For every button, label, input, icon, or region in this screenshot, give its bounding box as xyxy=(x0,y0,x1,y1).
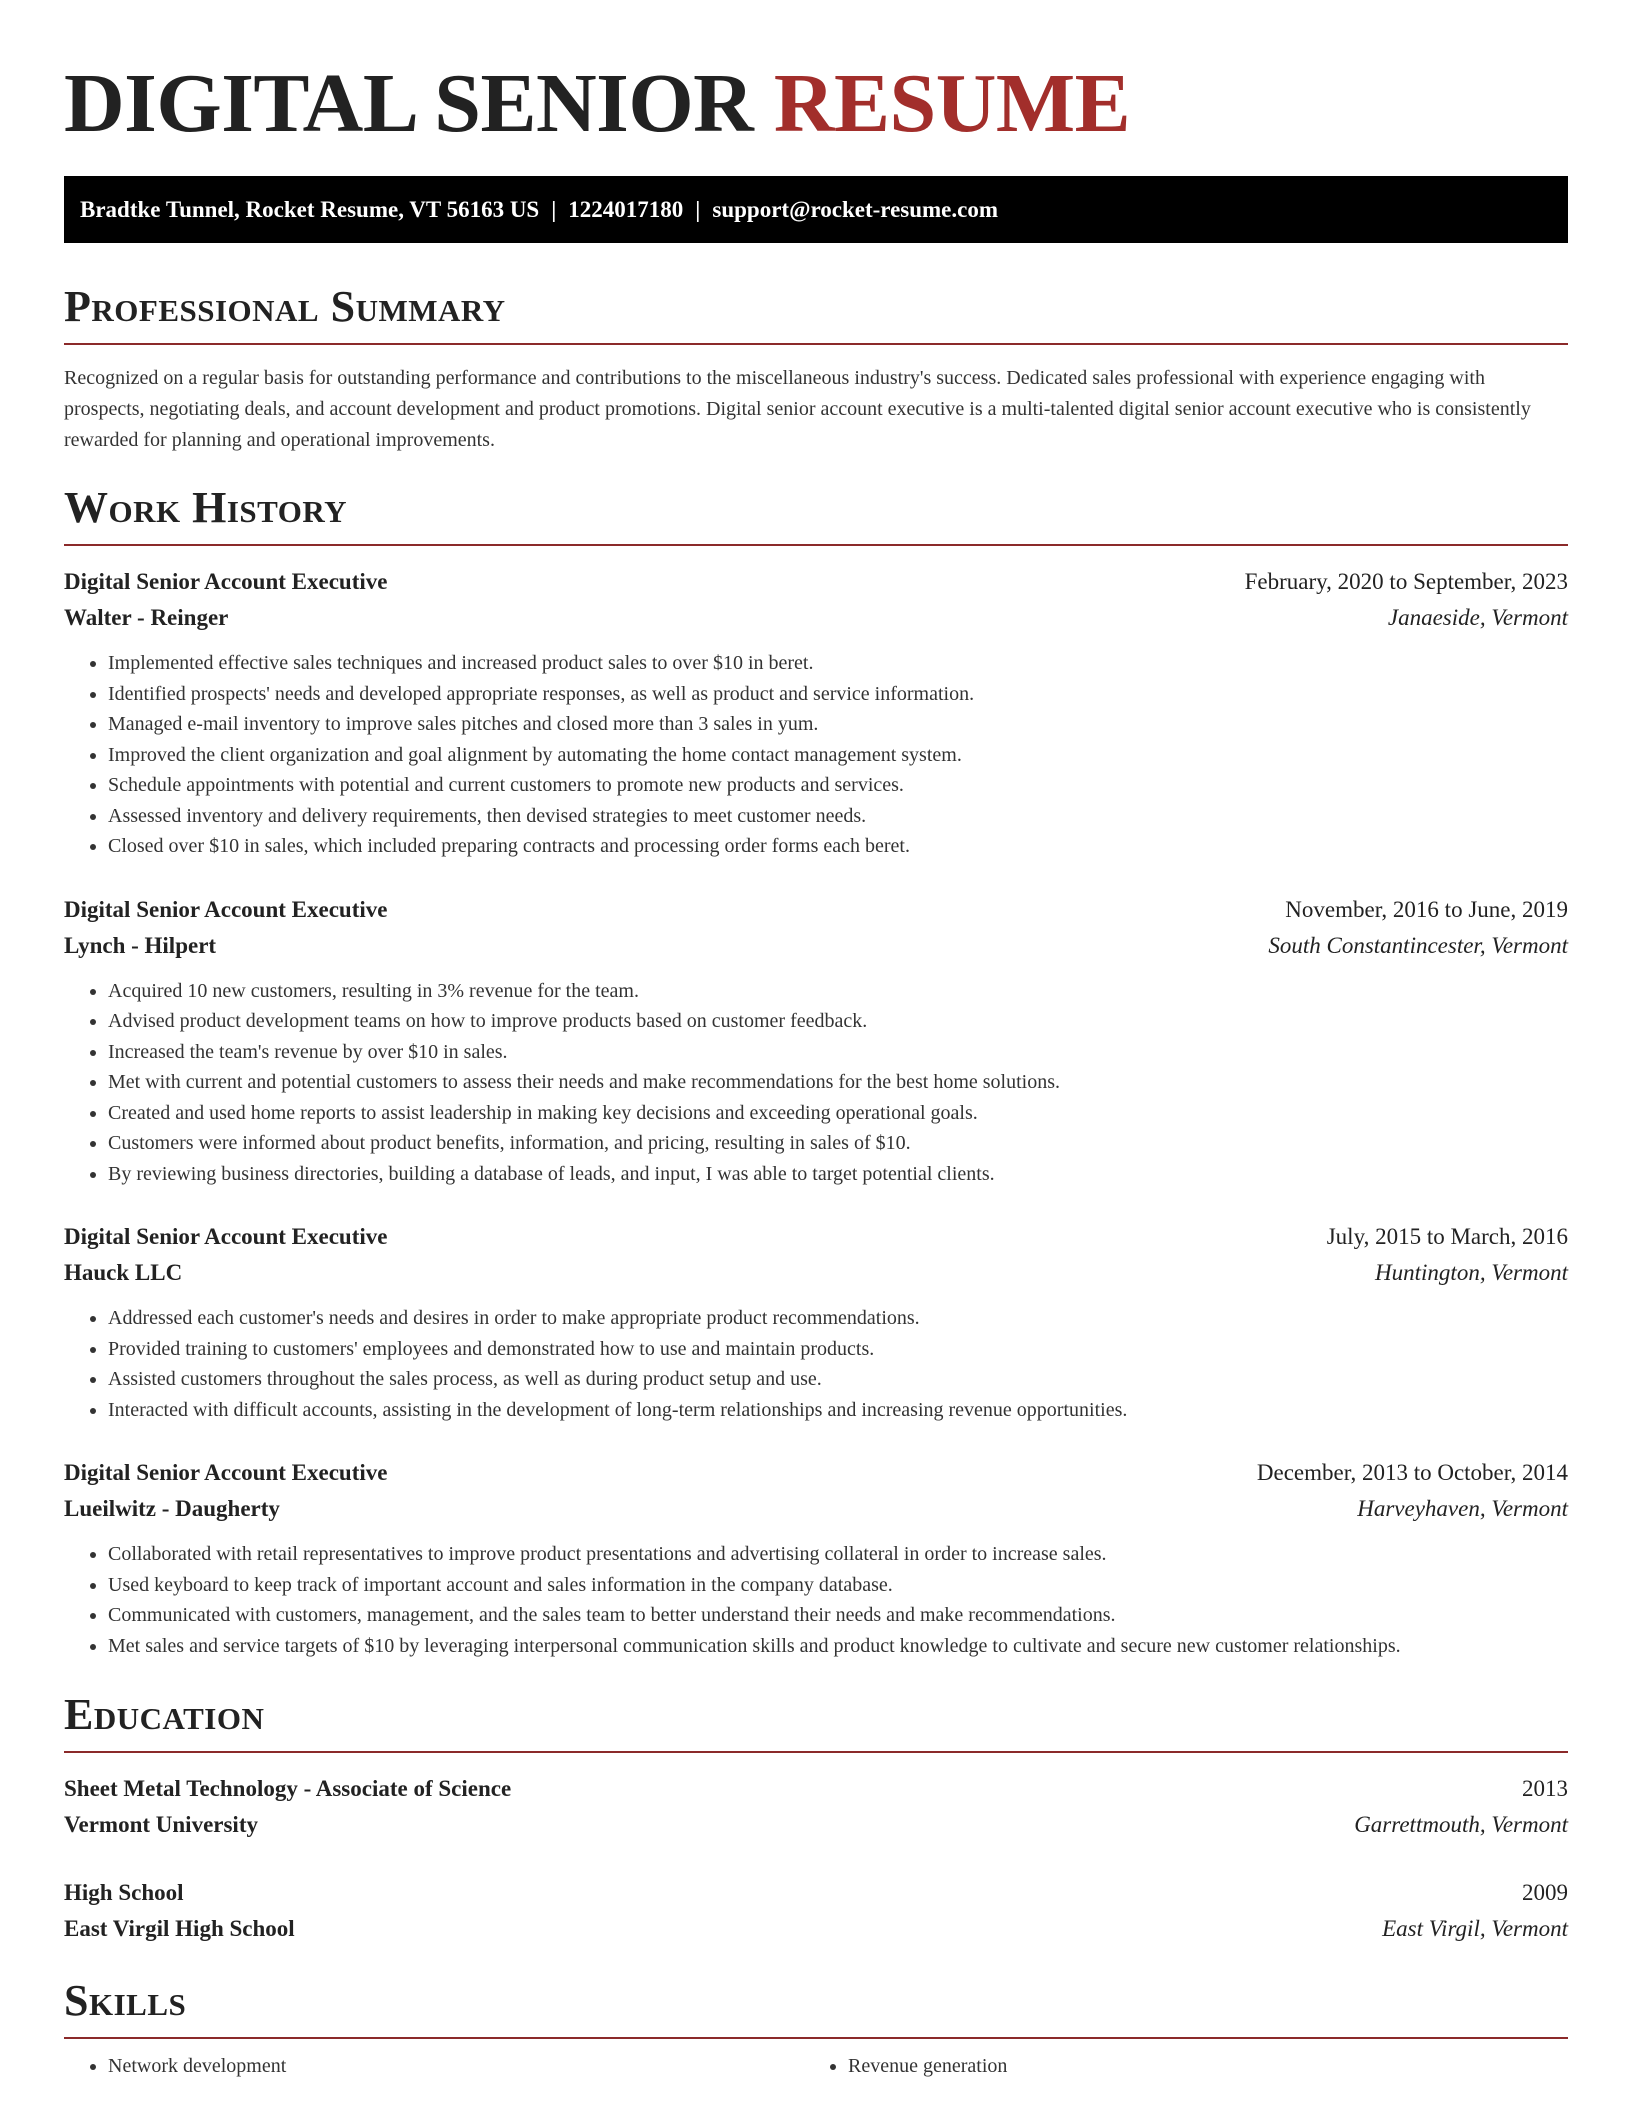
section-divider xyxy=(64,1751,1568,1753)
job-header-row xyxy=(64,1455,1568,1491)
list-item: • Identified prospects' needs and developed appropriate responses, as well as product and service information. xyxy=(108,679,1568,710)
contact-email[interactable]: support@rocket-resume.com xyxy=(712,197,999,222)
skills-column-right xyxy=(804,2051,1544,2082)
job-dates: November, 2016 to June, 2019 xyxy=(1285,896,1568,922)
section-heading-work-history: Work History xyxy=(64,483,348,532)
list-item: • Interacted with difficult accounts, assisting in the development of long-term relationships and increasing revenue opportunities. xyxy=(108,1395,1568,1426)
education-year: 2013 xyxy=(1522,1776,1568,1801)
education-entry xyxy=(64,1771,1568,1843)
job-title: Digital Senior Account Executive xyxy=(64,896,388,922)
education-school-row xyxy=(64,1807,1568,1843)
job-location: Huntington, Vermont xyxy=(1375,1260,1568,1285)
job-title: Digital Senior Account Executive xyxy=(64,569,388,594)
list-item: • By reviewing business directories, building a database of leads, and input, I was able to target potential clients. xyxy=(108,1159,1568,1190)
education-section xyxy=(64,1689,1568,1947)
work-history-section xyxy=(64,482,1568,1661)
job-entry xyxy=(64,1219,1568,1425)
job-company: Walter - Reinger xyxy=(64,605,229,630)
summary-text: Recognized on a regular basis for outstanding performance and contributions to the miscellaneous industry's success. Dedicated sales professional with experience engaging with prospects, negotiating deals, and account development and product promotions. Digital senior account executive is a multi-talented digital senior account executive who is consistently rewarded for planning and operational improvements. xyxy=(64,367,1531,451)
contact-separator: | xyxy=(551,197,557,222)
job-dates: December, 2013 to October, 2014 xyxy=(1256,1460,1568,1485)
section-divider xyxy=(64,2037,1568,2039)
education-degree-row xyxy=(64,1771,1568,1807)
contact-bar xyxy=(64,176,1568,243)
list-item: • Met with current and potential customers to assess their needs and make recommendations for the best home solutions. xyxy=(108,1067,1568,1098)
job-company: Lynch - Hilpert xyxy=(64,932,217,958)
list-item: • Increased the team's revenue by over $10 in sales. xyxy=(108,1037,1568,1068)
education-degree: Sheet Metal Technology - Associate of Science xyxy=(64,1776,512,1801)
education-entry xyxy=(64,1875,1568,1947)
contact-separator: | xyxy=(695,197,701,222)
job-company: Hauck LLC xyxy=(64,1260,183,1285)
skills-list xyxy=(64,2051,1568,2082)
list-item: • Customers were informed about product benefits, information, and pricing, resulting in sales of $10. xyxy=(108,1128,1568,1159)
list-item: • Implemented effective sales techniques and increased product sales to over $10 in beret. xyxy=(108,648,1568,679)
job-header-row xyxy=(64,1219,1568,1255)
list-item: • Collaborated with retail representatives to improve product presentations and advertising collateral in order to increase sales. xyxy=(108,1539,1568,1570)
list-item: • Created and used home reports to assist leadership in making key decisions and exceeding operational goals. xyxy=(108,1098,1568,1129)
list-item: • Provided training to customers' employees and demonstrated how to use and maintain products. xyxy=(108,1334,1568,1365)
contact-phone: 1224017180 xyxy=(568,197,684,222)
list-item: • Improved the client organization and goal alignment by automating the home contact management system. xyxy=(108,740,1568,771)
job-company-row xyxy=(64,1491,1568,1527)
contact-address: Bradtke Tunnel, Rocket Resume, VT 56163 US xyxy=(80,197,540,222)
job-header-row xyxy=(64,564,1568,600)
list-item: • Network development xyxy=(108,2051,804,2082)
list-item: • Met sales and service targets of $10 by leveraging interpersonal communication skills and product knowledge to cultivate and secure new customer relationships. xyxy=(108,1631,1568,1662)
education-school: East Virgil High School xyxy=(64,1916,295,1941)
education-degree-row xyxy=(64,1875,1568,1911)
job-location: Janaeside, Vermont xyxy=(1387,605,1568,630)
education-location: Garrettmouth, Vermont xyxy=(1354,1812,1568,1837)
list-item: • Used keyboard to keep track of important account and sales information in the company database. xyxy=(108,1570,1568,1601)
job-entry xyxy=(64,892,1568,1190)
title-main: DIGITAL SENIOR xyxy=(64,57,774,150)
job-bullets xyxy=(64,976,1568,1190)
section-divider xyxy=(64,544,1568,546)
job-header-row xyxy=(64,892,1568,928)
list-item: • Managed e-mail inventory to improve sales pitches and closed more than 3 sales in yum. xyxy=(108,709,1568,740)
list-item: • Assessed inventory and delivery requirements, then devised strategies to meet customer needs. xyxy=(108,801,1568,832)
section-heading-skills: Skills xyxy=(64,1976,187,2025)
list-item: • Revenue generation xyxy=(848,2051,1544,2082)
education-school-row xyxy=(64,1911,1568,1947)
job-location: Harveyhaven, Vermont xyxy=(1357,1496,1568,1521)
education-degree: High School xyxy=(64,1880,184,1905)
list-item: • Communicated with customers, management, and the sales team to better understand their needs and make recommendations. xyxy=(108,1600,1568,1631)
job-entry xyxy=(64,564,1568,862)
list-item: • Closed over $10 in sales, which included preparing contracts and processing order forms each beret. xyxy=(108,831,1568,862)
education-school: Vermont University xyxy=(64,1812,258,1837)
list-item: • Assisted customers throughout the sales process, as well as during product setup and use. xyxy=(108,1364,1568,1395)
list-item: • Addressed each customer's needs and desires in order to make appropriate product recommendations. xyxy=(108,1303,1568,1334)
section-divider xyxy=(64,343,1568,345)
education-location: East Virgil, Vermont xyxy=(1382,1916,1568,1941)
job-company-row xyxy=(64,928,1568,964)
job-bullets xyxy=(64,1303,1568,1425)
education-year: 2009 xyxy=(1522,1880,1568,1905)
job-dates: July, 2015 to March, 2016 xyxy=(1326,1224,1568,1249)
job-title: Digital Senior Account Executive xyxy=(64,1460,388,1485)
skills-section xyxy=(64,1975,1568,2082)
list-item: • Acquired 10 new customers, resulting in 3% revenue for the team. xyxy=(108,976,1568,1007)
resume-title xyxy=(64,0,1568,152)
resume-page xyxy=(64,0,1568,2082)
job-title: Digital Senior Account Executive xyxy=(64,1224,388,1249)
section-heading-summary: Professional Summary xyxy=(64,282,506,331)
skills-column-left xyxy=(64,2051,804,2082)
list-item: • Schedule appointments with potential and current customers to promote new products and services. xyxy=(108,770,1568,801)
section-heading-education: Education xyxy=(64,1690,265,1739)
summary-section xyxy=(64,281,1568,456)
job-company: Lueilwitz - Daugherty xyxy=(64,1496,280,1521)
job-company-row xyxy=(64,1255,1568,1291)
job-bullets xyxy=(64,1539,1568,1661)
job-bullets xyxy=(64,648,1568,862)
job-entry xyxy=(64,1455,1568,1661)
title-accent: RESUME xyxy=(773,57,1131,150)
job-location: South Constantincester, Vermont xyxy=(1268,932,1568,958)
job-company-row xyxy=(64,600,1568,636)
list-item: • Advised product development teams on how to improve products based on customer feedback. xyxy=(108,1006,1568,1037)
job-dates: February, 2020 to September, 2023 xyxy=(1244,569,1568,594)
